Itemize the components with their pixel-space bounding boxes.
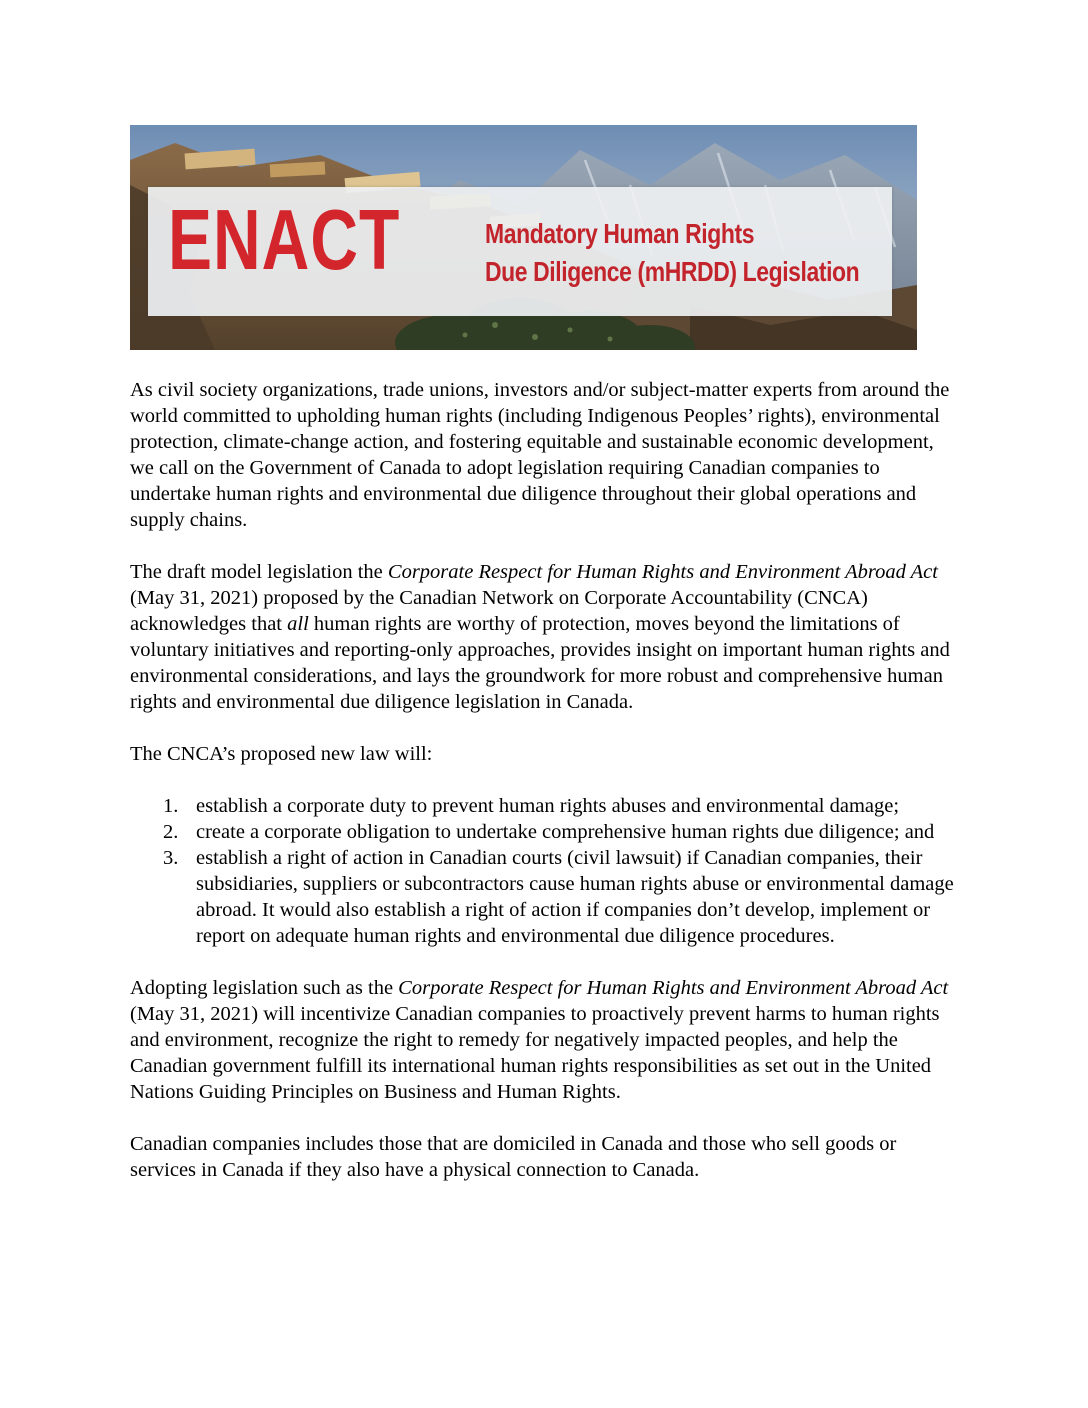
document-body <box>130 377 960 1209</box>
list-item-1-text <box>196 793 960 819</box>
list-item-3 <box>130 845 960 949</box>
paragraph-draft-legislation <box>130 559 960 715</box>
list-item-2-text <box>196 819 960 845</box>
text-run: (May 31, 2021) will incentivize Canadian companies to proactively prevent harms to human rights and environment, recognize the right to remedy for negatively impacted peoples, and help the Canadian government fulfill its international human rights responsibilities as set out in the United Nations Guiding Principles on Business and Human Rights. <box>130 1003 940 1103</box>
text-run: establish a corporate duty to prevent human rights abuses and environmental damage; <box>196 795 900 817</box>
list-item-2 <box>130 819 960 845</box>
list-item-1 <box>130 793 960 819</box>
tagline-line-2: Due Diligence (mHRDD) Legislation <box>485 256 860 287</box>
enact-logo: ENACT <box>168 191 401 288</box>
italic-text-run: all <box>287 613 309 635</box>
italic-text-run: Corporate Respect for Human Rights and Environment Abroad Act <box>387 561 938 583</box>
list-item-1-number: 1. <box>163 795 179 817</box>
paragraph-intro <box>130 377 960 533</box>
law-provisions-list <box>130 793 960 949</box>
paragraph-list-intro <box>130 741 960 767</box>
text-run: The CNCA’s proposed new law will: <box>130 743 433 765</box>
paragraph-adopting <box>130 975 960 1105</box>
text-run: human rights are worthy of protection, moves beyond the limitations of voluntary initiatives and reporting-only approaches, provides insight on important human rights and environmental considerations, and lays the groundwork for more robust and comprehensive human rights and environmental due diligence legislation in Canada. <box>130 613 950 713</box>
text-run: establish a right of action in Canadian courts (civil lawsuit) if Canadian companies, their subsidiaries, suppliers or subcontractors cause human rights abuse or environmental damage abroad. It would also establish a right of action if companies don’t develop, implement or report on adequate human rights and environmental due diligence procedures. <box>196 847 954 947</box>
list-item-2-number: 2. <box>163 821 179 843</box>
text-run: (May 31, 2021) proposed by the Canadian Network on Corporate Accountability (CNCA) acknowledges that <box>130 587 868 635</box>
banner-tagline <box>485 215 859 291</box>
list-item-3-number: 3. <box>163 847 179 869</box>
text-run: The draft model legislation the <box>130 561 388 583</box>
list-item-3-text <box>196 845 960 949</box>
paragraph-canadian-companies <box>130 1131 960 1183</box>
text-run: create a corporate obligation to undertake comprehensive human rights due diligence; and <box>196 821 935 843</box>
tagline-line-1: Mandatory Human Rights <box>485 218 755 249</box>
banner-image <box>130 125 917 350</box>
banner-panel <box>148 187 892 316</box>
italic-text-run: Corporate Respect for Human Rights and Environment Abroad Act <box>398 977 949 999</box>
text-run: Adopting legislation such as the <box>130 977 399 999</box>
text-run: As civil society organizations, trade unions, investors and/or subject-matter experts from around the world committed to upholding human rights (including Indigenous Peoples’ rights), environmental protection, climate-change action, and fostering equitable and sustainable economic development, we call on the Government of Canada to adopt legislation requiring Canadian companies to undertake human rights and environmental due diligence throughout their global operations and supply chains. <box>130 379 950 531</box>
text-run: Canadian companies includes those that are domiciled in Canada and those who sell goods or services in Canada if they also have a physical connection to Canada. <box>130 1133 897 1181</box>
